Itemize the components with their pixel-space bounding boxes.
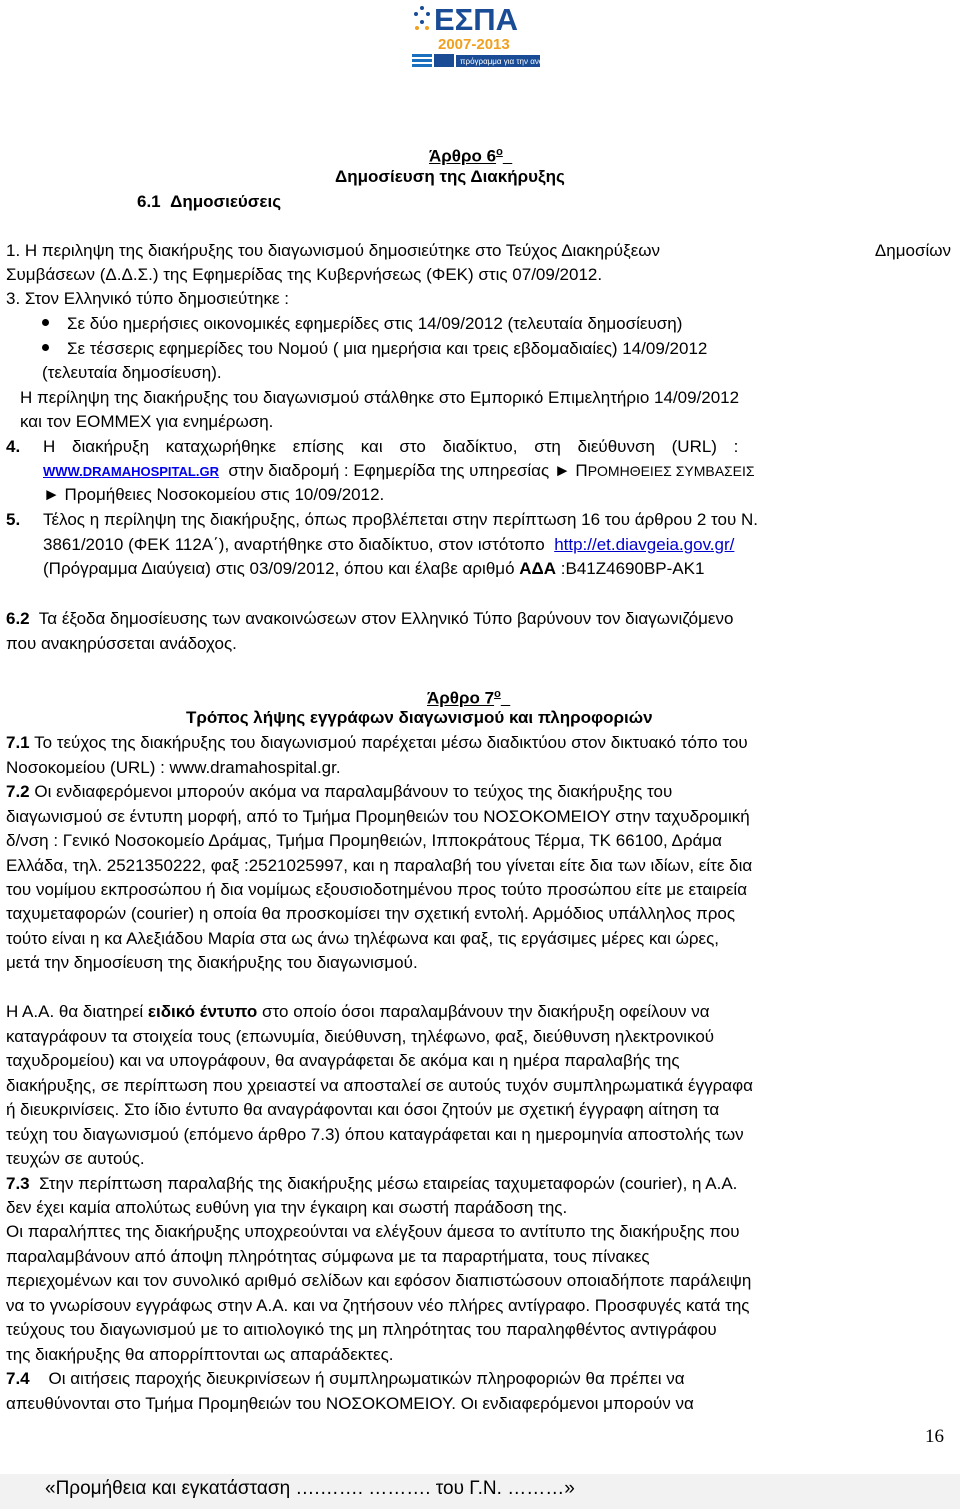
paragraph-5-line2: 3861/2010 (ΦΕΚ 112Α΄), αναρτήθηκε στο διαδίκτυο, στον ιστότοπο http://et.diavgeia.gov.gr/ (43, 535, 735, 554)
aa-paragraph-line: καταγράφουν τα στοιχεία τους (επωνυμία, διεύθυνση, τηλέφωνο, φαξ, διεύθυνση ηλεκτρονικού (6, 1027, 715, 1046)
section-7-2-line1: 7.2 Οι ενδιαφερόμενοι μπορούν ακόμα να παραλαμβάνουν το τεύχος της διακήρυξης του (6, 782, 673, 801)
page-number: 16 (925, 1426, 944, 1447)
espa-logo (408, 0, 565, 73)
espa-title: ΕΣΠΑ (434, 2, 519, 37)
section-7-2-line: διαγωνισμού σε έντυπη μορφή, από το Τμήμα Προμηθειών του ΝΟΣΟΚΟΜΕΙΟΥ στην ταχυδρομική (6, 807, 750, 826)
section-7-4-line2: απευθύνονται στο Τμήμα Προμηθειών του ΝΟΣΟΚΟΜΕΙΟΥ. Οι ενδιαφερόμενοι μπορούν να (6, 1394, 694, 1413)
oi-paragraph-line: να το γνωρίσουν εγγράφως στην Α.Α. και να ζητήσουν νέο πλήρες αντίγραφο. Προσφυγές κατά της (6, 1296, 750, 1315)
bullet-icon (42, 319, 49, 326)
section-7-1-line1: 7.1 Το τεύχος της διακήρυξης του διαγωνισμού παρέχεται μέσω διαδικτύου στον δικτυακό τόπο του (6, 733, 748, 752)
paragraph-1-line2: Συμβάσεων (Δ.Δ.Σ.) της Εφημερίδας της Κυβερνήσεως (ΦΕΚ) στις 07/09/2012. (6, 265, 603, 284)
paragraph-4-line1: Η διακήρυξη καταχωρήθηκε επίσης και στο διαδίκτυο, στη διεύθυνση (URL) : (43, 437, 739, 456)
paragraph-4-line2: WWW.DRAMAHOSPITAL.GR στην διαδρομή : Εφημερίδα της υπηρεσίας ► ΠΡΟΜΗΘΕΙΕΣ ΣΥΜΒΑΣΕΙΣ (43, 461, 755, 480)
oi-paragraph-line: παραλαμβάνουν από άποψη πληρότητας σύμφωνα με τα παραρτήματα, τους πίνακες (6, 1247, 650, 1266)
paragraph-5-number: 5. (6, 510, 21, 529)
oi-paragraph-last: της διακήρυξης θα απορρίπτονται ως απαράδεκτες. (6, 1345, 394, 1364)
paragraph-3-line1: 3. Στον Ελληνικό τύπο δημοσιεύτηκε : (6, 289, 289, 308)
eu-stars-icon (414, 6, 430, 30)
greek-flag-icon (412, 54, 432, 67)
section-7-1-line2: Νοσοκομείου (URL) : www.dramahospital.gr. (6, 758, 341, 777)
aa-paragraph-line: τεύχη του διαγωνισμού (επόμενο άρθρο 7.3) όπου καταγράφεται και η ημερομηνία αποστολής των (6, 1125, 744, 1144)
section-6-2-line1: 6.2 Τα έξοδα δημοσίευσης των ανακοινώσεων στον Ελληνικό Τύπο βαρύνουν τον διαγωνιζόμενο (6, 609, 734, 628)
paragraph-5-line3: (Πρόγραμμα Διαύγεια) στις 03/09/2012, όπου και έλαβε αριθμό ΑΔΑ :Β41Ζ4690ΒΡ-ΑΚ1 (43, 559, 705, 578)
footer-text: «Προμήθεια και εγκατάσταση ….……. ………. του Γ.Ν. ………» (45, 1478, 575, 1499)
dramahospital-link[interactable]: WWW.DRAMAHOSPITAL.GR (43, 464, 219, 479)
section-7-2-line: Ελλάδα, τηλ. 2521350222, φαξ :2521025997, και η παραλαβή του γίνεται είτε δια των ιδίων, είτε δια (6, 856, 753, 875)
section-7-3-line2: δεν έχει καμία απολύτως ευθύνη για την έγκαιρη και σωστή παράδοση της. (6, 1198, 568, 1217)
section-7-2-line: δ/νση : Γενικό Νοσοκομείο Δράμας, Τμήμα Προμηθειών, Ιπποκράτους Τέρμα, ΤΚ 66100, Δράμα (6, 831, 722, 850)
espa-tagline: πρόγραμμα για την ανάπτυξη (460, 57, 565, 66)
diavgeia-link[interactable]: http://et.diavgeia.gov.gr/ (554, 535, 735, 554)
aa-paragraph-last: τευχών σε αυτούς. (6, 1149, 145, 1168)
article6-subtitle: Δημοσίευση της Διακήρυξης (335, 167, 565, 186)
eu-flag-icon (434, 54, 454, 67)
paragraph-4-line3: ► Προμήθειες Νοσοκομείου στις 10/09/2012. (43, 485, 385, 504)
aa-paragraph-line: ταχυδρομείου) και να υπογράφουν, θα αναγράφεται δε ακόμα και η ημέρα παραλαβής της (6, 1051, 680, 1070)
oi-paragraph-line: Οι παραλήπτες της διακήρυξης υποχρεούνται να ελέγξουν άμεσα το αντίτυπο της διακήρυξης που (6, 1222, 740, 1241)
section-7-2-line: ταχυμεταφορών (courier) η οποία θα προσκομίσει την σχετική εντολή. Αρμόδιος υπάλληλος προς (6, 904, 736, 923)
espa-years: 2007-2013 (438, 36, 510, 53)
aa-paragraph-line: ή διευκρινίσεις. Στο ίδιο έντυπο θα αναγράφονται και όσοι ζητούν με σχετική έγγραφη αίτηση τα (6, 1100, 720, 1119)
bullet-item-2: Σε τέσσερις εφημερίδες του Νομού ( μια ημερήσια και τρεις εβδομαδιαίες) 14/09/2012 (42, 338, 951, 360)
section-7-2-line: του νομίμου εκπροσώπου ή δια νομίμως εξουσιοδοτημένου προς τούτο προσώπου είτε με εταιρεία (6, 880, 748, 899)
aa-paragraph-line1: Η Α.Α. θα διατηρεί ειδικό έντυπο στο οποίο όσοι παραλαμβάνουν την διακήρυξη οφείλουν να (6, 1002, 710, 1021)
paragraph-emporiko-line2: και τον ΕΟΜΜΕΧ για ενημέρωση. (20, 412, 274, 431)
paragraph-5-line1: Τέλος η περίληψη της διακήρυξης, όπως προβλέπεται στην περίπτωση 16 του άρθρου 2 του Ν. (43, 510, 758, 529)
section-7-4-line1: 7.4 Οι αιτήσεις παροχής διευκρινίσεων ή συμπληρωματικών πληροφοριών θα πρέπει να (6, 1369, 685, 1388)
section-7-3-line1: 7.3 Στην περίπτωση παραλαβής της διακήρυξης μέσω εταιρείας ταχυμεταφορών (courier), η Α.Α. (6, 1174, 738, 1193)
bullet-item-1: Σε δύο ημερήσιες οικονομικές εφημερίδες στις 14/09/2012 (τελευταία δημοσίευση) (42, 313, 682, 335)
bullet-icon (42, 344, 49, 351)
section-7-2-line: τούτο είναι η κα Αλεξιάδου Μαρία στα ως άνω τηλέφωνα και φαξ, τις εργάσιμες μέρες και ώρες, (6, 929, 720, 948)
paragraph-1-line1: 1. Η περιληψη της διακήρυξης του διαγωνισμού δημοσιεύτηκε στο Τεύχος Διακηρύξεων Δημοσίων (6, 241, 951, 260)
bullet-item-2-cont: (τελευταία δημοσίευση). (42, 363, 222, 382)
oi-paragraph-line: περιεχομένων και τον συνολικό αριθμό σελίδων και εφόσον διαπιστώσουν οποιαδήποτε παράλειψη (6, 1271, 752, 1290)
section-6-2-line2: που ανακηρύσσεται ανάδοχος. (6, 634, 237, 653)
article7-subtitle: Τρόπος λήψης εγγράφων διαγωνισμού και πληροφοριών (186, 708, 653, 727)
article7-heading: Άρθρο $7^o$ (427, 688, 501, 708)
paragraph-4-number: 4. (6, 437, 21, 456)
paragraph-emporiko-line1: Η περίληψη της διακήρυξης του διαγωνισμού στάλθηκε στο Εμπορικό Επιμελητήριο 14/09/2012 (20, 388, 740, 407)
oi-paragraph-line: τεύχους του διαγωνισμού με το αιτιολογικό της μη πληρότητας του παραληφθέντος αντιγράφου (6, 1320, 717, 1339)
section-6-1-heading: 6.1 Δημοσιεύσεις (137, 192, 282, 211)
article6-heading: Άρθρο $6^o$ (429, 146, 503, 166)
section-7-2-last: μετά την δημοσίευση της διακήρυξης του διαγωνισμού. (6, 953, 418, 972)
aa-paragraph-line: διακήρυξης, σε περίπτωση που χρειαστεί να αποσταλεί σε αυτούς τυχόν συμπληρωματικά έγγραφα (6, 1076, 753, 1095)
